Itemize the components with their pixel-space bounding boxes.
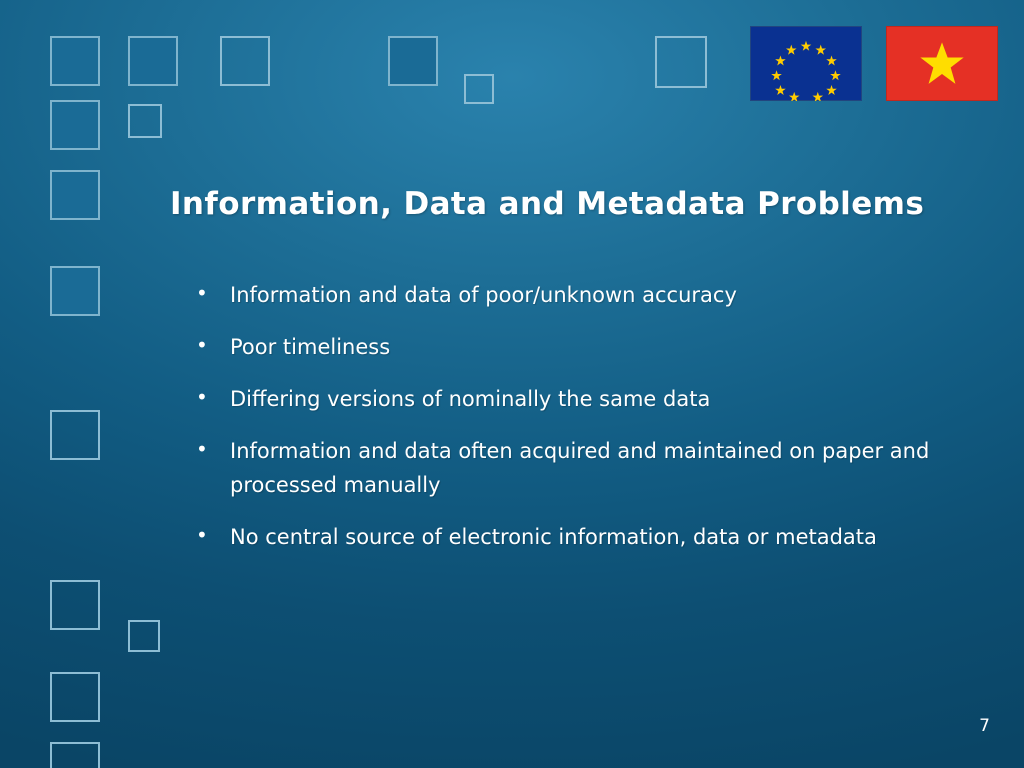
decorative-square [50, 742, 100, 768]
european-union-flag [750, 26, 862, 101]
decorative-square [50, 266, 100, 316]
eu-stars-icon [751, 27, 861, 101]
list-item-text: Differing versions of nominally the same data [230, 387, 711, 411]
decorative-square [220, 36, 270, 86]
list-item-text: No central source of electronic information, data or metadata [230, 525, 877, 549]
bullet-marker-icon: • [196, 385, 208, 409]
vietnam-flag [886, 26, 998, 101]
decorative-square [50, 36, 100, 86]
decorative-square [50, 580, 100, 630]
vietnam-star-icon [916, 38, 968, 90]
list-item-text: Information and data often acquired and maintained on paper and processed manually [230, 439, 930, 497]
list-item-text: Information and data of poor/unknown accuracy [230, 283, 737, 307]
list-item [196, 278, 986, 312]
list-item [196, 434, 986, 502]
decorative-square [50, 100, 100, 150]
list-item [196, 330, 986, 364]
decorative-square [388, 36, 438, 86]
page-number: 7 [979, 716, 990, 736]
bullet-marker-icon: • [196, 333, 208, 357]
list-item-text: Poor timeliness [230, 335, 391, 359]
bullet-marker-icon: • [196, 281, 208, 305]
decorative-square [128, 620, 160, 652]
bullet-marker-icon: • [196, 437, 208, 461]
list-item [196, 520, 986, 554]
decorative-square [128, 36, 178, 86]
decorative-square [128, 104, 162, 138]
decorative-square [50, 672, 100, 722]
decorative-square [50, 170, 100, 220]
page-title: Information, Data and Metadata Problems [170, 186, 925, 222]
bullet-marker-icon: • [196, 523, 208, 547]
decorative-square [464, 74, 494, 104]
list-item [196, 382, 986, 416]
decorative-square [50, 410, 100, 460]
decorative-square [655, 36, 707, 88]
bullet-list [196, 278, 986, 572]
